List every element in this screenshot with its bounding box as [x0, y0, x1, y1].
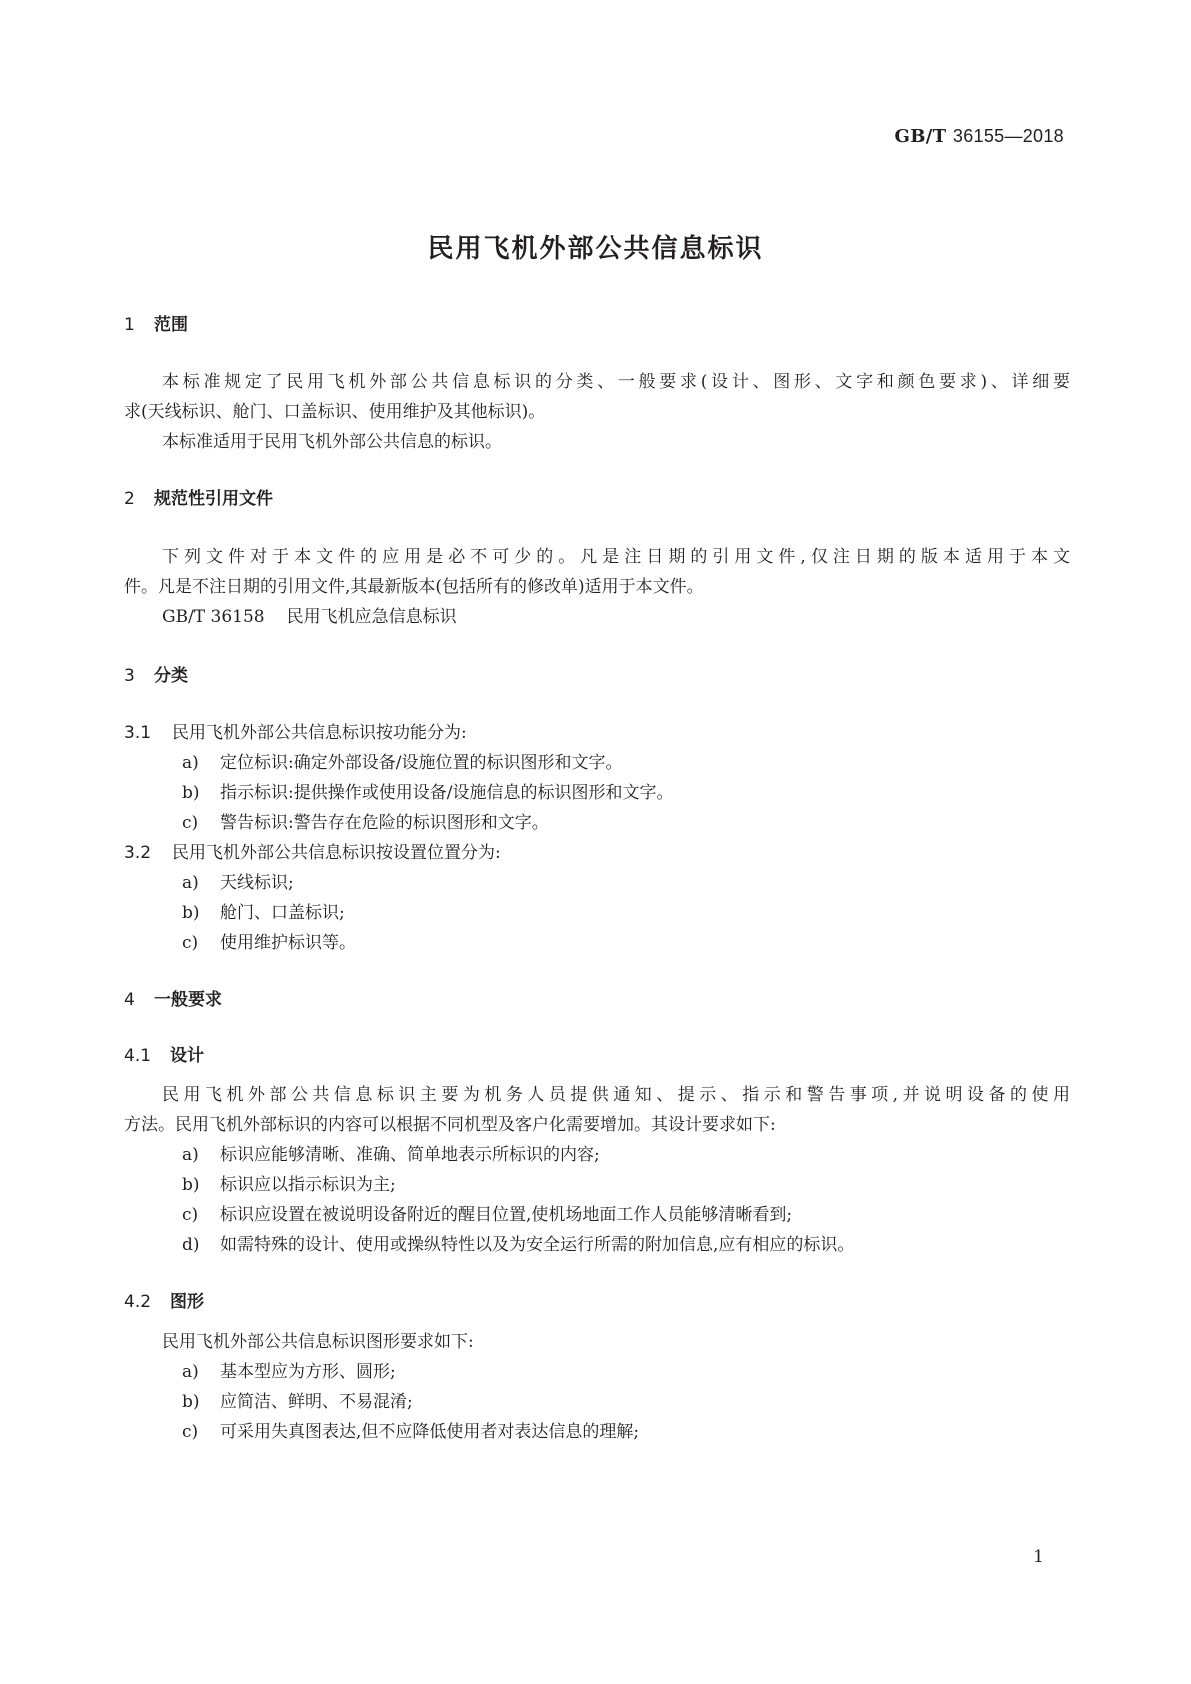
list-marker: c) [182, 813, 199, 833]
s1-paragraph-2: 本标准适用于民用飞机外部公共信息的标识。 [162, 432, 502, 452]
clause-number: 3.1 [124, 723, 152, 743]
list-item [182, 748, 622, 773]
list-item [182, 1230, 854, 1255]
list-marker: c) [182, 1205, 199, 1225]
list-marker: b) [182, 783, 200, 803]
section-1-heading [124, 310, 188, 335]
list-text: 可采用失真图表达,但不应降低使用者对表达信息的理解; [220, 1422, 640, 1442]
list-text: 指示标识:提供操作或使用设备/设施信息的标识图形和文字。 [220, 783, 674, 803]
normative-reference [162, 602, 457, 627]
list-text: 定位标识:确定外部设备/设施位置的标识图形和文字。 [220, 753, 623, 773]
section-title: 分类 [154, 666, 188, 686]
list-marker: a) [182, 753, 199, 773]
clause-title: 设计 [170, 1046, 204, 1066]
clause-4-1-heading [124, 1041, 204, 1066]
list-text: 舱门、口盖标识; [220, 903, 345, 923]
list-text: 如需特殊的设计、使用或操纵特性以及为安全运行所需的附加信息,应有相应的标识。 [220, 1235, 855, 1255]
list-item [182, 868, 294, 893]
section-2-heading [124, 484, 273, 509]
list-text: 基本型应为方形、圆形; [220, 1362, 396, 1382]
list-item [182, 1200, 792, 1225]
clause-text: 民用飞机外部公共信息标识按功能分为: [172, 723, 467, 743]
list-marker: b) [182, 903, 200, 923]
list-item [182, 898, 345, 923]
list-marker: a) [182, 1362, 199, 1382]
section-number: 4 [124, 990, 135, 1010]
s2-paragraph-line-1: 下列文件对于本文件的应用是必不可少的。凡是注日期的引用文件,仅注日期的版本适用于本文 [162, 547, 1070, 567]
section-number: 1 [124, 315, 135, 335]
page-number: 1 [1033, 1547, 1044, 1567]
list-item [182, 778, 673, 803]
section-title: 范围 [154, 315, 188, 335]
list-marker: c) [182, 1422, 199, 1442]
section-number: 3 [124, 666, 135, 686]
c41-paragraph-line-1: 民用飞机外部公共信息标识主要为机务人员提供通知、提示、指示和警告事项,并说明设备的使用 [162, 1085, 1070, 1105]
list-marker: b) [182, 1392, 200, 1412]
list-marker: a) [182, 1145, 199, 1165]
list-marker: c) [182, 933, 199, 953]
clause-number: 4.1 [124, 1046, 152, 1066]
list-text: 使用维护标识等。 [220, 933, 356, 953]
list-marker: b) [182, 1175, 200, 1195]
list-text: 天线标识; [220, 873, 294, 893]
clause-number: 4.2 [124, 1292, 152, 1312]
clause-number: 3.2 [124, 843, 152, 863]
list-item [182, 808, 549, 833]
list-text: 警告标识:警告存在危险的标识图形和文字。 [220, 813, 549, 833]
list-item [182, 1387, 413, 1412]
reference-title: 民用飞机应急信息标识 [286, 607, 457, 627]
list-item [182, 1140, 600, 1165]
list-item [182, 1170, 396, 1195]
s2-paragraph-line-2: 件。凡是不注日期的引用文件,其最新版本(包括所有的修改单)适用于本文件。 [124, 577, 704, 597]
section-4-heading [124, 985, 222, 1010]
list-text: 标识应能够清晰、准确、简单地表示所标识的内容; [220, 1145, 600, 1165]
list-item [182, 928, 356, 953]
list-text: 应简洁、鲜明、不易混淆; [220, 1392, 413, 1412]
clause-3-2 [124, 838, 501, 863]
c42-paragraph: 民用飞机外部公共信息标识图形要求如下: [162, 1332, 474, 1352]
s1-paragraph-line-1: 本标准规定了民用飞机外部公共信息标识的分类、一般要求(设计、图形、文字和颜色要求)、详细要 [162, 372, 1070, 392]
c41-paragraph-line-2: 方法。民用飞机外部标识的内容可以根据不同机型及客户化需要增加。其设计要求如下: [124, 1115, 776, 1135]
standard-prefix: GB/T [894, 126, 947, 147]
section-title: 规范性引用文件 [154, 489, 273, 509]
list-text: 标识应以指示标识为主; [220, 1175, 396, 1195]
list-text: 标识应设置在被说明设备附近的醒目位置,使机场地面工作人员能够清晰看到; [220, 1205, 793, 1225]
clause-title: 图形 [170, 1292, 204, 1312]
clause-3-1 [124, 718, 467, 743]
s1-paragraph-line-2: 求(天线标识、舱门、口盖标识、使用维护及其他标识)。 [124, 402, 546, 422]
list-marker: d) [182, 1235, 200, 1255]
list-item [182, 1417, 639, 1442]
section-title: 一般要求 [154, 990, 222, 1010]
clause-4-2-heading [124, 1287, 204, 1312]
standard-code: 36155—2018 [952, 126, 1064, 146]
document-title: 民用飞机外部公共信息标识 [427, 234, 764, 264]
list-item [182, 1357, 396, 1382]
standard-number [895, 126, 1064, 147]
reference-code: GB/T 36158 [162, 607, 265, 627]
section-3-heading [124, 661, 188, 686]
list-marker: a) [182, 873, 199, 893]
clause-text: 民用飞机外部公共信息标识按设置位置分为: [172, 843, 501, 863]
section-number: 2 [124, 489, 135, 509]
